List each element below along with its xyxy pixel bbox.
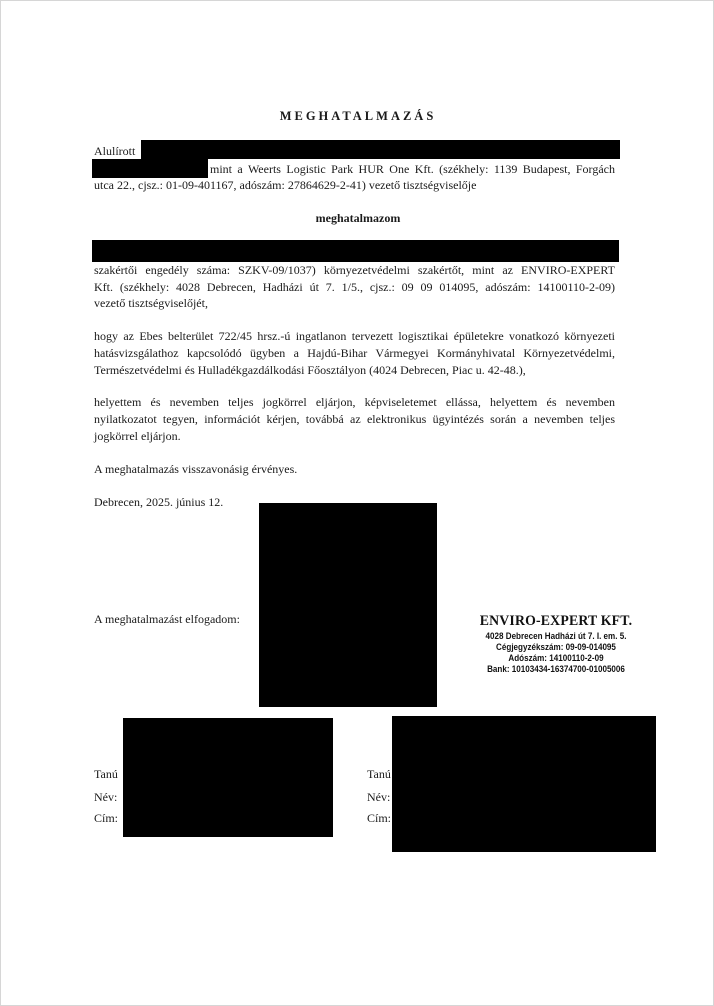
stamp-address: 4028 Debrecen Hadházi út 7. I. em. 5. (485, 631, 627, 642)
stamp-bank: Bank: 10103434-16374700-01005006 (487, 664, 625, 675)
witness-right-cim: Cím: (367, 811, 392, 825)
intro-line-2: mint a Weerts Logistic Park HUR One Kft. (székhely: 1139 Budapest, Forgách (210, 162, 615, 176)
witness-left-nev: Név: (94, 790, 118, 804)
witness-left-cim: Cím: (94, 811, 119, 825)
redaction-signature (259, 503, 437, 707)
intro-line-3: utca 22., cjsz.: 01-09-401167, adószám: 27864629-2-41) vezető tisztségviselője (94, 178, 477, 192)
subject-line-3: Természetvédelmi és Hulladékgazdálkodási Főosztályon (4024 Debrecen, Piac u. 42-48.), (94, 363, 526, 377)
intro-prefix: Alulírott (94, 144, 136, 158)
subject-line-1: hogy az Ebes belterület 722/45 hrsz.-ú ingatlanon tervezett logisztikai épületekre vonatkozó környezeti (94, 329, 615, 343)
company-stamp (471, 613, 641, 675)
stamp-reg: Cégjegyzékszám: 09-09-014095 (496, 642, 616, 653)
redaction-agent (92, 240, 619, 262)
agent-line-3: vezető tisztségviselőjét, (94, 296, 208, 310)
witness-left-tanu: Tanú (94, 767, 118, 781)
witness-right-nev: Név: (367, 790, 391, 804)
redaction-witness-left (123, 718, 333, 837)
powers-line-1: helyettem és nevemben teljes jogkörrel eljárjon, képviseletemet ellássa, helyettem és nevemben (94, 395, 615, 409)
agent-line-1: szakértői engedély száma: SZKV-09/1037) környezetvédelmi szakértőt, mint az ENVIRO-EXPERT (94, 263, 615, 277)
redaction-name-2 (92, 159, 208, 178)
validity-text: A meghatalmazás visszavonásig érvényes. (94, 462, 298, 476)
redaction-name (141, 140, 620, 159)
accept-text: A meghatalmazást elfogadom: (94, 612, 240, 626)
redaction-witness-right (392, 716, 656, 852)
powers-line-2: nyilatkozatot tegyen, információt kérjen, továbbá az elektronikus ügyintézés során a nevemben teljes (94, 412, 615, 426)
powers-line-3: jogkörrel eljárjon. (94, 429, 181, 443)
witness-right-tanu: Tanú (367, 767, 391, 781)
place-date: Debrecen, 2025. június 12. (94, 495, 224, 509)
agent-line-2: Kft. (székhely: 4028 Debrecen, Hadházi út 7. 1/5., cjsz.: 09 09 014095, adószám: 14100110-2-09) (94, 280, 615, 294)
document-title: MEGHATALMAZÁS (279, 109, 437, 123)
stamp-company: ENVIRO-EXPERT KFT. (479, 613, 633, 629)
empowers-heading: meghatalmazom (315, 211, 401, 225)
subject-line-2: hatásvizsgálathoz kapcsolódó ügyben a Hajdú-Bihar Vármegyei Kormányhivatal Környezetvédelmi, (94, 346, 615, 360)
stamp-tax: Adószám: 14100110-2-09 (508, 653, 604, 664)
